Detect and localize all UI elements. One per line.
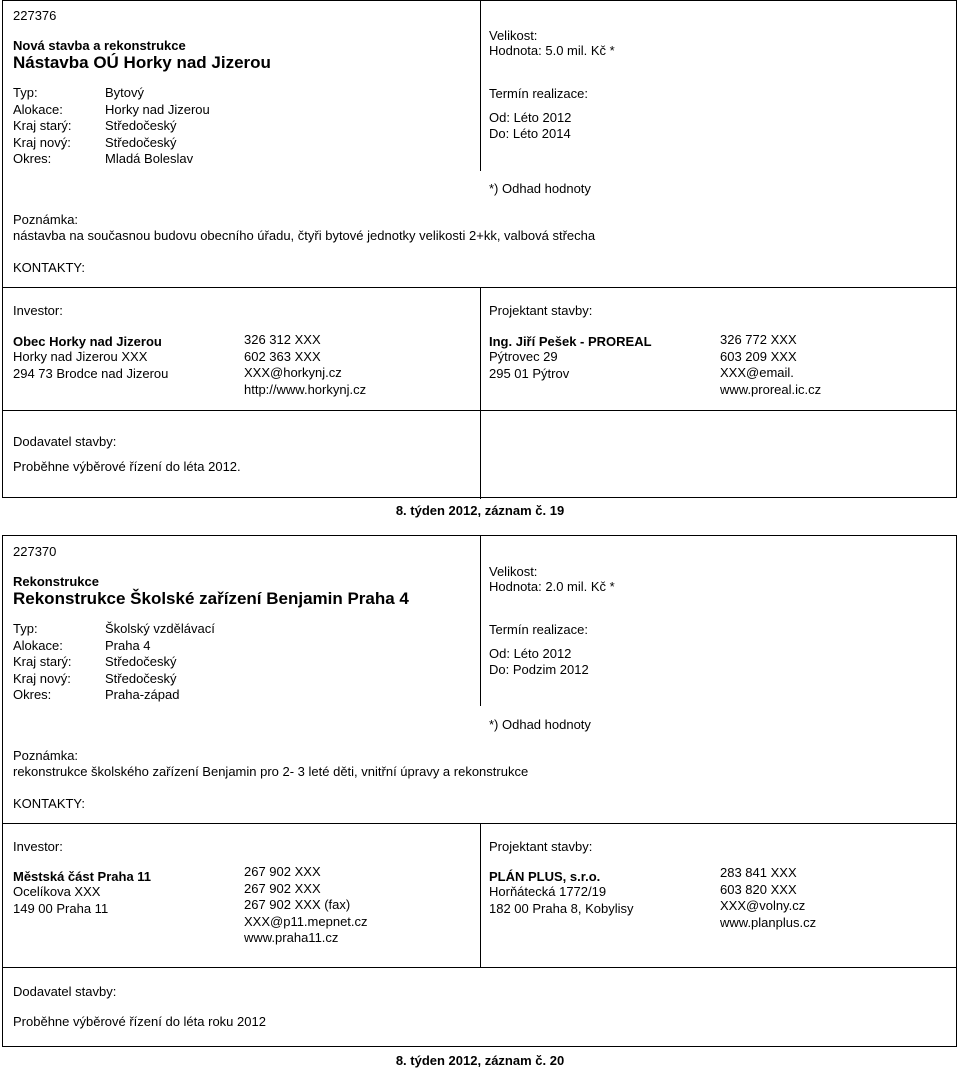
address-line: 182 00 Praha 8, Kobylisy [489,900,634,916]
detail-value: Bytový [105,85,145,100]
contact-line: 603 209 XXX [720,348,797,364]
record-title: Rekonstrukce Školské zařízení Benjamin Praha 4 [13,589,409,608]
investor-label: Investor: [13,839,63,854]
record-title: Nástavba OÚ Horky nad Jizerou [13,53,271,72]
designer-label: Projektant stavby: [489,303,593,318]
contact-line: www.praha11.cz [244,930,339,945]
detail-values [105,621,215,704]
supplier-label: Dodavatel stavby: [13,984,117,999]
investor-name: Obec Horky nad Jizerou [13,334,162,349]
designer-name: Ing. Jiří Pešek - PROREAL [489,334,652,349]
investor-label: Investor: [13,303,63,318]
detail-label: Alokace: [13,101,63,117]
investor-name: Městská část Praha 11 [13,869,152,884]
detail-value: Praha 4 [105,637,151,653]
detail-label: Kraj starý: [13,654,72,669]
address-line: 295 01 Pýtrov [489,365,570,381]
contact-line: 603 820 XXX [720,881,797,897]
investor-contacts [244,864,368,947]
designer-contacts [720,865,816,931]
contact-line: XXX@horkynj.cz [244,365,342,380]
contacts-heading: KONTAKTY: [13,260,85,275]
designer-address [489,349,569,382]
contact-line: 283 841 XXX [720,865,797,880]
detail-label: Okres: [13,687,52,702]
address-line: Ocelíkova XXX [13,884,101,899]
address-line: Horky nad Jizerou XXX [13,349,148,364]
record-card [2,0,957,498]
column-divider [480,1,481,171]
divider [3,967,956,968]
detail-value: Školský vzdělávací [105,621,215,636]
term-to: Do: Podzim 2012 [489,662,589,677]
investor-contacts [244,332,366,398]
designer-address [489,884,634,917]
designer-contacts [720,332,821,398]
contact-line: 326 312 XXX [244,332,321,347]
supplier-text: Proběhne výběrové řízení do léta 2012. [13,459,241,474]
contacts-heading: KONTAKTY: [13,796,85,811]
detail-label: Typ: [13,621,38,636]
address-line: Pýtrovec 29 [489,349,558,364]
contact-line: 602 363 XXX [244,348,321,364]
term-label: Termín realizace: [489,86,588,101]
detail-values [105,85,210,168]
address-line: 149 00 Praha 11 [13,900,109,916]
term-from: Od: Léto 2012 [489,110,572,125]
contact-line: XXX@email. [720,365,794,380]
record-id: 227370 [13,544,57,559]
term-label: Termín realizace: [489,622,588,637]
detail-value: Středočeský [105,118,177,133]
supplier-text: Proběhne výběrové řízení do léta roku 2012 [13,1014,266,1029]
note-text: rekonstrukce školského zařízení Benjamin pro 2- 3 leté děti, vnitřní úpravy a rekonstrukce [13,764,529,779]
record-id: 227376 [13,8,57,23]
address-line: 294 73 Brodce nad Jizerou [13,365,169,381]
page-footer: 8. týden 2012, záznam č. 19 [395,503,565,518]
supplier-label: Dodavatel stavby: [13,434,117,449]
size-value: Hodnota: 2.0 mil. Kč * [489,579,615,594]
contact-line: http://www.horkynj.cz [244,381,367,397]
detail-labels [13,621,72,704]
estimate-note: *) Odhad hodnoty [489,717,591,732]
contact-line: 267 902 XXX (fax) [244,897,351,912]
column-divider [480,287,481,499]
divider [3,410,956,411]
detail-label: Okres: [13,151,52,166]
term-to: Do: Léto 2014 [489,126,571,141]
size-label: Velikost: [489,28,538,43]
detail-value: Horky nad Jizerou [105,101,210,117]
contact-line: www.proreal.ic.cz [720,381,822,397]
detail-label: Kraj nový: [13,670,71,686]
record-card [2,535,957,1047]
detail-label: Alokace: [13,637,63,653]
estimate-note: *) Odhad hodnoty [489,181,591,196]
investor-address [13,349,168,382]
term-from: Od: Léto 2012 [489,646,572,661]
column-divider [480,536,481,706]
note-label: Poznámka: [13,212,79,227]
contact-line: www.planplus.cz [720,914,817,930]
note-label: Poznámka: [13,748,79,763]
designer-label: Projektant stavby: [489,839,593,854]
detail-value: Praha-západ [105,687,180,702]
detail-value: Středočeský [105,670,177,686]
detail-labels [13,85,72,168]
size-label: Velikost: [489,564,538,579]
detail-value: Středočeský [105,654,177,669]
contact-line: XXX@volny.cz [720,898,806,913]
detail-label: Kraj starý: [13,118,72,133]
note-text: nástavba na současnou budovu obecního úřadu, čtyři bytové jednotky velikosti 2+kk, valbová střecha [13,228,596,243]
detail-value: Středočeský [105,134,177,150]
detail-value: Mladá Boleslav [105,151,194,166]
designer-name: PLÁN PLUS, s.r.o. [489,869,601,884]
investor-address [13,884,108,917]
contact-line: 267 902 XXX [244,864,321,879]
address-line: Horňátecká 1772/19 [489,884,607,899]
contact-line: 326 772 XXX [720,332,797,347]
contact-line: 267 902 XXX [244,880,321,896]
record-category: Nová stavba a rekonstrukce [13,38,186,53]
page-footer: 8. týden 2012, záznam č. 20 [395,1053,565,1068]
size-value: Hodnota: 5.0 mil. Kč * [489,43,615,58]
detail-label: Typ: [13,85,38,100]
column-divider [480,823,481,967]
record-category: Rekonstrukce [13,574,99,589]
detail-label: Kraj nový: [13,134,71,150]
contact-line: XXX@p11.mepnet.cz [244,913,368,929]
